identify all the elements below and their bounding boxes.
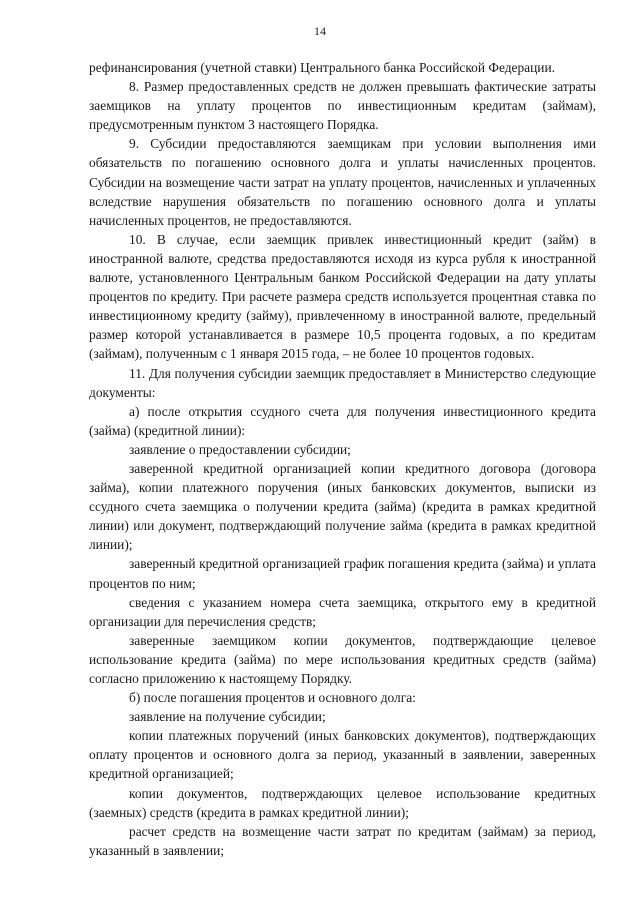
paragraph-subitem-a: а) после открытия ссудного счета для получения инвестиционного кредита (займа) (кредитной линии):: [89, 403, 596, 438]
paragraph-subitem-b: б) после погашения процентов и основного долга:: [129, 690, 416, 706]
paragraph-item-8: 8. Размер предоставленных средств не должен превышать фактические затраты заемщиков на уплату процентов по инвестиционным кредитам (займам), предусмотренным пунктом 3 настоящего Порядка.: [89, 79, 596, 133]
paragraph-continuation: рефинансирования (учетной ставки) Центрального банка Российской Федерации.: [89, 60, 555, 75]
document-body: [89, 58, 596, 860]
paragraph-list-item: копии документов, подтверждающих целевое использование кредитных (заемных) средств (кредита в рамках кредитной линии);: [89, 785, 596, 820]
paragraph-list-item: сведения с указанием номера счета заемщика, открытого ему в кредитной организации для перечисления средств;: [89, 594, 596, 629]
paragraph-list-item: заверенный кредитной организацией график погашения кредита (займа) и уплата процентов по ним;: [89, 556, 596, 591]
paragraph-list-item: заявление на получение субсидии;: [129, 709, 326, 725]
paragraph-item-10: 10. В случае, если заемщик привлек инвестиционный кредит (займ) в иностранной валюте, средства предоставляются исходя из курса рубля к иностранной валюте, установленного Центральным банком Российской Федерации на дату уплаты процентов по кредиту. При расчете размера средств используется процентная ставка по инвестиционному кредиту (займу), привлеченному в иностранной валюте, предельный размер которой устанавливается в размере 10,5 процента годовых, а по кредитам (займам), полученным с 1 января 2015 года, – не более 10 процентов годовых.: [89, 231, 596, 362]
page-number: 14: [314, 24, 326, 38]
paragraph-list-item: копии платежных поручений (иных банковских документов), подтверждающих оплату процентов и основного долга за период, указанный в заявлении, заверенных кредитной организацией;: [89, 728, 596, 782]
paragraph-list-item: заявление о предоставлении субсидии;: [129, 441, 351, 457]
paragraph-item-9: 9. Субсидии предоставляются заемщикам при условии выполнения ими обязательств по погашению основного долга и уплаты начисленных процентов. Субсидии на возмещение части затрат на уплату процентов, начисленных и уплаченных вследствие нарушения обязательств по погашению основного долга и уплаты начисленных процентов, не предоставляются.: [89, 136, 596, 228]
paragraph-list-item: заверенные заемщиком копии документов, подтверждающие целевое использование кредита (займа) по мере использования кредитных средств (займа) согласно приложению к настоящему Порядку.: [89, 632, 596, 686]
paragraph-item-11: 11. Для получения субсидии заемщик предоставляет в Министерство следующие документы:: [89, 365, 596, 400]
paragraph-list-item: расчет средств на возмещение части затрат по кредитам (займам) за период, указанный в заявлении;: [89, 823, 596, 858]
paragraph-list-item: заверенной кредитной организацией копии кредитного договора (договора займа), копии платежного поручения (иных банковских документов, выписки из ссудного счета заемщика о получении кредита (займа) (кредита в рамках кредитной линии) или документ, подтверждающий получение займа (кредита в рамках кредитной линии);: [89, 460, 596, 553]
